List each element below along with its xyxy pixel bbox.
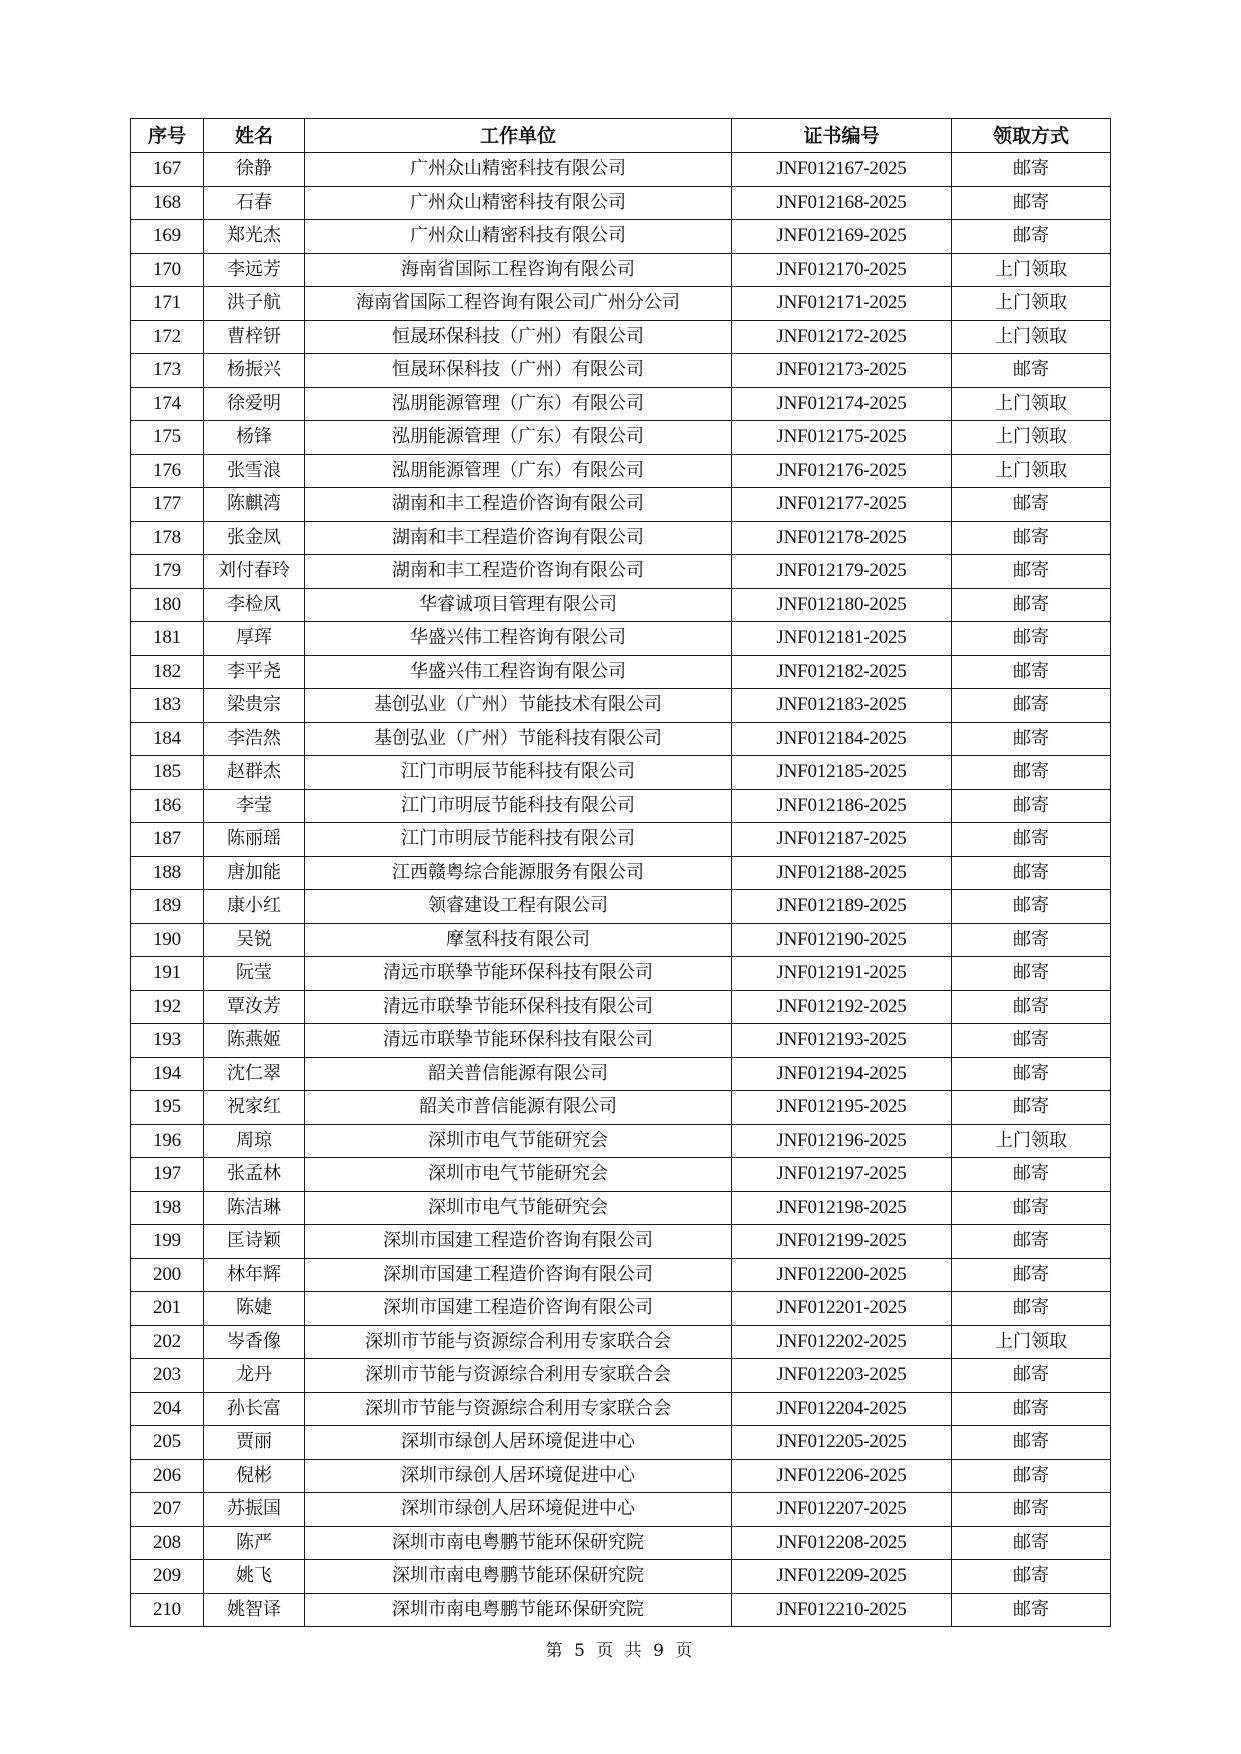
cell-name: 李平尧 <box>204 655 305 689</box>
cell-index: 208 <box>131 1526 204 1560</box>
table-row <box>131 756 1111 790</box>
cell-organization: 深圳市国建工程造价咨询有限公司 <box>305 1225 732 1259</box>
cell-certificate-no: JNF012172-2025 <box>732 320 952 354</box>
cell-index: 203 <box>131 1359 204 1393</box>
certificate-roster-table <box>130 118 1111 1627</box>
cell-index: 196 <box>131 1124 204 1158</box>
cell-organization: 深圳市节能与资源综合利用专家联合会 <box>305 1325 732 1359</box>
cell-name: 苏振国 <box>204 1493 305 1527</box>
cell-name: 张孟林 <box>204 1158 305 1192</box>
cell-index: 169 <box>131 220 204 254</box>
cell-certificate-no: JNF012176-2025 <box>732 454 952 488</box>
cell-name: 杨振兴 <box>204 354 305 388</box>
cell-certificate-no: JNF012210-2025 <box>732 1593 952 1627</box>
table-row <box>131 689 1111 723</box>
cell-pickup-method: 邮寄 <box>952 186 1111 220</box>
cell-name: 姚智译 <box>204 1593 305 1627</box>
cell-index: 173 <box>131 354 204 388</box>
cell-index: 205 <box>131 1426 204 1460</box>
cell-name: 倪彬 <box>204 1459 305 1493</box>
footer-current-page: 5 <box>574 1641 588 1661</box>
cell-pickup-method: 上门领取 <box>952 1124 1111 1158</box>
cell-index: 188 <box>131 856 204 890</box>
cell-certificate-no: JNF012202-2025 <box>732 1325 952 1359</box>
cell-organization: 海南省国际工程咨询有限公司 <box>305 253 732 287</box>
table-row <box>131 354 1111 388</box>
cell-certificate-no: JNF012178-2025 <box>732 521 952 555</box>
cell-pickup-method: 上门领取 <box>952 387 1111 421</box>
cell-certificate-no: JNF012199-2025 <box>732 1225 952 1259</box>
cell-organization: 湖南和丰工程造价咨询有限公司 <box>305 521 732 555</box>
table-row <box>131 890 1111 924</box>
cell-pickup-method: 邮寄 <box>952 856 1111 890</box>
cell-organization: 恒晟环保科技（广州）有限公司 <box>305 354 732 388</box>
cell-name: 岑香像 <box>204 1325 305 1359</box>
cell-certificate-no: JNF012208-2025 <box>732 1526 952 1560</box>
cell-organization: 深圳市绿创人居环境促进中心 <box>305 1493 732 1527</box>
cell-name: 李检凤 <box>204 588 305 622</box>
cell-certificate-no: JNF012204-2025 <box>732 1392 952 1426</box>
cell-certificate-no: JNF012177-2025 <box>732 488 952 522</box>
cell-pickup-method: 邮寄 <box>952 1560 1111 1594</box>
cell-index: 183 <box>131 689 204 723</box>
cell-pickup-method: 邮寄 <box>952 1526 1111 1560</box>
cell-organization: 泓朋能源管理（广东）有限公司 <box>305 421 732 455</box>
cell-name: 康小红 <box>204 890 305 924</box>
cell-certificate-no: JNF012173-2025 <box>732 354 952 388</box>
cell-name: 覃汝芳 <box>204 990 305 1024</box>
cell-organization: 清远市联挚节能环保科技有限公司 <box>305 1024 732 1058</box>
table-row <box>131 588 1111 622</box>
cell-pickup-method: 邮寄 <box>952 957 1111 991</box>
cell-index: 178 <box>131 521 204 555</box>
footer-prefix: 第 <box>545 1641 566 1661</box>
cell-index: 175 <box>131 421 204 455</box>
cell-organization: 领睿建设工程有限公司 <box>305 890 732 924</box>
cell-name: 郑光杰 <box>204 220 305 254</box>
cell-name: 陈婕 <box>204 1292 305 1326</box>
table-row <box>131 957 1111 991</box>
cell-certificate-no: JNF012185-2025 <box>732 756 952 790</box>
cell-pickup-method: 邮寄 <box>952 756 1111 790</box>
cell-name: 孙长富 <box>204 1392 305 1426</box>
cell-name: 张金凤 <box>204 521 305 555</box>
cell-index: 182 <box>131 655 204 689</box>
cell-certificate-no: JNF012205-2025 <box>732 1426 952 1460</box>
cell-index: 179 <box>131 555 204 589</box>
cell-certificate-no: JNF012171-2025 <box>732 287 952 321</box>
cell-organization: 恒晟环保科技（广州）有限公司 <box>305 320 732 354</box>
table-row <box>131 1024 1111 1058</box>
cell-organization: 江西赣粤综合能源服务有限公司 <box>305 856 732 890</box>
cell-index: 194 <box>131 1057 204 1091</box>
cell-index: 200 <box>131 1258 204 1292</box>
cell-certificate-no: JNF012169-2025 <box>732 220 952 254</box>
cell-index: 189 <box>131 890 204 924</box>
cell-pickup-method: 邮寄 <box>952 588 1111 622</box>
table-row <box>131 421 1111 455</box>
cell-index: 181 <box>131 622 204 656</box>
cell-certificate-no: JNF012201-2025 <box>732 1292 952 1326</box>
cell-pickup-method: 邮寄 <box>952 1024 1111 1058</box>
cell-name: 周琼 <box>204 1124 305 1158</box>
table-row <box>131 488 1111 522</box>
cell-certificate-no: JNF012209-2025 <box>732 1560 952 1594</box>
table-row <box>131 1091 1111 1125</box>
cell-name: 张雪浪 <box>204 454 305 488</box>
cell-certificate-no: JNF012189-2025 <box>732 890 952 924</box>
table-row <box>131 555 1111 589</box>
table-row <box>131 220 1111 254</box>
cell-name: 匡诗颖 <box>204 1225 305 1259</box>
cell-certificate-no: JNF012183-2025 <box>732 689 952 723</box>
cell-name: 洪子航 <box>204 287 305 321</box>
cell-name: 李远芳 <box>204 253 305 287</box>
cell-certificate-no: JNF012207-2025 <box>732 1493 952 1527</box>
cell-organization: 韶关市普信能源有限公司 <box>305 1091 732 1125</box>
cell-index: 202 <box>131 1325 204 1359</box>
cell-index: 209 <box>131 1560 204 1594</box>
cell-pickup-method: 邮寄 <box>952 1057 1111 1091</box>
table-row <box>131 990 1111 1024</box>
cell-name: 梁贵宗 <box>204 689 305 723</box>
cell-pickup-method: 邮寄 <box>952 622 1111 656</box>
table-row <box>131 1258 1111 1292</box>
cell-organization: 深圳市节能与资源综合利用专家联合会 <box>305 1392 732 1426</box>
cell-name: 贾丽 <box>204 1426 305 1460</box>
cell-index: 199 <box>131 1225 204 1259</box>
table-row <box>131 1225 1111 1259</box>
cell-pickup-method: 邮寄 <box>952 923 1111 957</box>
table-row <box>131 387 1111 421</box>
cell-name: 沈仁翠 <box>204 1057 305 1091</box>
cell-index: 195 <box>131 1091 204 1125</box>
cell-pickup-method: 邮寄 <box>952 1258 1111 1292</box>
cell-index: 168 <box>131 186 204 220</box>
cell-pickup-method: 邮寄 <box>952 521 1111 555</box>
cell-name: 陈洁琳 <box>204 1191 305 1225</box>
cell-certificate-no: JNF012179-2025 <box>732 555 952 589</box>
table-row <box>131 1560 1111 1594</box>
cell-index: 187 <box>131 823 204 857</box>
table-row <box>131 186 1111 220</box>
table-row <box>131 1392 1111 1426</box>
header-organization: 工作单位 <box>305 119 732 153</box>
cell-certificate-no: JNF012188-2025 <box>732 856 952 890</box>
cell-index: 176 <box>131 454 204 488</box>
cell-organization: 广州众山精密科技有限公司 <box>305 153 732 187</box>
cell-name: 石春 <box>204 186 305 220</box>
cell-name: 李莹 <box>204 789 305 823</box>
table-row <box>131 253 1111 287</box>
table-row <box>131 320 1111 354</box>
table-row <box>131 454 1111 488</box>
cell-index: 204 <box>131 1392 204 1426</box>
footer-total-pages: 9 <box>653 1641 667 1661</box>
cell-pickup-method: 上门领取 <box>952 320 1111 354</box>
cell-certificate-no: JNF012182-2025 <box>732 655 952 689</box>
cell-certificate-no: JNF012193-2025 <box>732 1024 952 1058</box>
page-number-footer <box>0 1636 1241 1661</box>
cell-certificate-no: JNF012198-2025 <box>732 1191 952 1225</box>
cell-index: 192 <box>131 990 204 1024</box>
cell-pickup-method: 邮寄 <box>952 1359 1111 1393</box>
cell-index: 197 <box>131 1158 204 1192</box>
cell-certificate-no: JNF012175-2025 <box>732 421 952 455</box>
cell-pickup-method: 邮寄 <box>952 722 1111 756</box>
cell-organization: 深圳市国建工程造价咨询有限公司 <box>305 1258 732 1292</box>
cell-organization: 清远市联挚节能环保科技有限公司 <box>305 957 732 991</box>
cell-organization: 华盛兴伟工程咨询有限公司 <box>305 622 732 656</box>
cell-index: 172 <box>131 320 204 354</box>
cell-organization: 广州众山精密科技有限公司 <box>305 220 732 254</box>
cell-organization: 深圳市南电粤鹏节能环保研究院 <box>305 1593 732 1627</box>
cell-certificate-no: JNF012196-2025 <box>732 1124 952 1158</box>
cell-certificate-no: JNF012195-2025 <box>732 1091 952 1125</box>
cell-pickup-method: 邮寄 <box>952 1493 1111 1527</box>
table-header <box>131 119 1111 153</box>
cell-index: 180 <box>131 588 204 622</box>
cell-certificate-no: JNF012186-2025 <box>732 789 952 823</box>
table-row <box>131 789 1111 823</box>
cell-organization: 华睿诚项目管理有限公司 <box>305 588 732 622</box>
cell-name: 陈严 <box>204 1526 305 1560</box>
cell-pickup-method: 邮寄 <box>952 488 1111 522</box>
cell-pickup-method: 邮寄 <box>952 1426 1111 1460</box>
table-row <box>131 856 1111 890</box>
table-row <box>131 1359 1111 1393</box>
cell-pickup-method: 邮寄 <box>952 354 1111 388</box>
cell-name: 陈燕姬 <box>204 1024 305 1058</box>
cell-organization: 深圳市电气节能研究会 <box>305 1191 732 1225</box>
cell-name: 阮莹 <box>204 957 305 991</box>
table-row <box>131 1325 1111 1359</box>
cell-pickup-method: 邮寄 <box>952 990 1111 1024</box>
cell-pickup-method: 邮寄 <box>952 1459 1111 1493</box>
cell-organization: 深圳市电气节能研究会 <box>305 1124 732 1158</box>
cell-pickup-method: 上门领取 <box>952 287 1111 321</box>
cell-organization: 湖南和丰工程造价咨询有限公司 <box>305 488 732 522</box>
footer-suffix: 页 <box>675 1641 696 1661</box>
cell-certificate-no: JNF012203-2025 <box>732 1359 952 1393</box>
header-certificate-no: 证书编号 <box>732 119 952 153</box>
cell-organization: 摩氢科技有限公司 <box>305 923 732 957</box>
cell-organization: 深圳市绿创人居环境促进中心 <box>305 1459 732 1493</box>
cell-name: 徐静 <box>204 153 305 187</box>
cell-certificate-no: JNF012170-2025 <box>732 253 952 287</box>
table-row <box>131 521 1111 555</box>
table-row <box>131 1493 1111 1527</box>
cell-certificate-no: JNF012191-2025 <box>732 957 952 991</box>
cell-name: 林年辉 <box>204 1258 305 1292</box>
cell-certificate-no: JNF012206-2025 <box>732 1459 952 1493</box>
cell-organization: 江门市明辰节能科技有限公司 <box>305 789 732 823</box>
cell-organization: 江门市明辰节能科技有限公司 <box>305 823 732 857</box>
cell-organization: 泓朋能源管理（广东）有限公司 <box>305 454 732 488</box>
cell-certificate-no: JNF012181-2025 <box>732 622 952 656</box>
table-row <box>131 722 1111 756</box>
cell-pickup-method: 邮寄 <box>952 153 1111 187</box>
cell-index: 174 <box>131 387 204 421</box>
cell-pickup-method: 邮寄 <box>952 823 1111 857</box>
cell-certificate-no: JNF012187-2025 <box>732 823 952 857</box>
table-row <box>131 1057 1111 1091</box>
cell-name: 姚飞 <box>204 1560 305 1594</box>
cell-pickup-method: 上门领取 <box>952 253 1111 287</box>
table-row <box>131 655 1111 689</box>
cell-pickup-method: 邮寄 <box>952 789 1111 823</box>
table-body <box>131 153 1111 1627</box>
cell-certificate-no: JNF012167-2025 <box>732 153 952 187</box>
cell-index: 190 <box>131 923 204 957</box>
footer-total-word: 共 <box>624 1641 645 1661</box>
table-row <box>131 622 1111 656</box>
cell-organization: 深圳市南电粤鹏节能环保研究院 <box>305 1560 732 1594</box>
cell-organization: 深圳市国建工程造价咨询有限公司 <box>305 1292 732 1326</box>
cell-pickup-method: 邮寄 <box>952 1392 1111 1426</box>
cell-index: 167 <box>131 153 204 187</box>
cell-index: 193 <box>131 1024 204 1058</box>
cell-index: 198 <box>131 1191 204 1225</box>
cell-index: 191 <box>131 957 204 991</box>
cell-organization: 深圳市电气节能研究会 <box>305 1158 732 1192</box>
cell-certificate-no: JNF012192-2025 <box>732 990 952 1024</box>
cell-organization: 海南省国际工程咨询有限公司广州分公司 <box>305 287 732 321</box>
table-row <box>131 1426 1111 1460</box>
cell-index: 170 <box>131 253 204 287</box>
cell-pickup-method: 邮寄 <box>952 555 1111 589</box>
cell-organization: 清远市联挚节能环保科技有限公司 <box>305 990 732 1024</box>
cell-pickup-method: 邮寄 <box>952 1091 1111 1125</box>
cell-name: 徐爱明 <box>204 387 305 421</box>
cell-organization: 深圳市节能与资源综合利用专家联合会 <box>305 1359 732 1393</box>
cell-name: 吴锐 <box>204 923 305 957</box>
cell-name: 厚珲 <box>204 622 305 656</box>
table-row <box>131 1459 1111 1493</box>
cell-pickup-method: 邮寄 <box>952 655 1111 689</box>
cell-name: 赵群杰 <box>204 756 305 790</box>
header-index: 序号 <box>131 119 204 153</box>
cell-organization: 深圳市南电粤鹏节能环保研究院 <box>305 1526 732 1560</box>
cell-certificate-no: JNF012174-2025 <box>732 387 952 421</box>
cell-organization: 韶关普信能源有限公司 <box>305 1057 732 1091</box>
cell-pickup-method: 邮寄 <box>952 890 1111 924</box>
cell-certificate-no: JNF012200-2025 <box>732 1258 952 1292</box>
cell-index: 185 <box>131 756 204 790</box>
cell-organization: 泓朋能源管理（广东）有限公司 <box>305 387 732 421</box>
cell-index: 171 <box>131 287 204 321</box>
cell-name: 刘付春玲 <box>204 555 305 589</box>
cell-organization: 湖南和丰工程造价咨询有限公司 <box>305 555 732 589</box>
table-row <box>131 823 1111 857</box>
cell-name: 龙丹 <box>204 1359 305 1393</box>
cell-name: 李浩然 <box>204 722 305 756</box>
cell-certificate-no: JNF012184-2025 <box>732 722 952 756</box>
cell-certificate-no: JNF012197-2025 <box>732 1158 952 1192</box>
cell-pickup-method: 邮寄 <box>952 1191 1111 1225</box>
table-row <box>131 1526 1111 1560</box>
header-pickup-method: 领取方式 <box>952 119 1111 153</box>
cell-index: 201 <box>131 1292 204 1326</box>
cell-certificate-no: JNF012190-2025 <box>732 923 952 957</box>
cell-index: 207 <box>131 1493 204 1527</box>
cell-pickup-method: 邮寄 <box>952 220 1111 254</box>
cell-name: 杨锋 <box>204 421 305 455</box>
cell-index: 186 <box>131 789 204 823</box>
cell-pickup-method: 邮寄 <box>952 1158 1111 1192</box>
cell-pickup-method: 上门领取 <box>952 421 1111 455</box>
cell-organization: 江门市明辰节能科技有限公司 <box>305 756 732 790</box>
cell-organization: 基创弘业（广州）节能技术有限公司 <box>305 689 732 723</box>
header-row <box>131 119 1111 153</box>
table-row <box>131 153 1111 187</box>
cell-name: 陈丽瑶 <box>204 823 305 857</box>
cell-organization: 广州众山精密科技有限公司 <box>305 186 732 220</box>
cell-pickup-method: 上门领取 <box>952 454 1111 488</box>
cell-pickup-method: 上门领取 <box>952 1325 1111 1359</box>
cell-name: 曹梓钘 <box>204 320 305 354</box>
cell-certificate-no: JNF012180-2025 <box>732 588 952 622</box>
cell-pickup-method: 邮寄 <box>952 1593 1111 1627</box>
table-row <box>131 1124 1111 1158</box>
table-row <box>131 287 1111 321</box>
cell-name: 唐加能 <box>204 856 305 890</box>
table-row <box>131 1191 1111 1225</box>
footer-page-word: 页 <box>596 1641 617 1661</box>
cell-index: 210 <box>131 1593 204 1627</box>
header-name: 姓名 <box>204 119 305 153</box>
cell-pickup-method: 邮寄 <box>952 1292 1111 1326</box>
cell-certificate-no: JNF012168-2025 <box>732 186 952 220</box>
table-row <box>131 1593 1111 1627</box>
cell-index: 177 <box>131 488 204 522</box>
table-row <box>131 1158 1111 1192</box>
cell-pickup-method: 邮寄 <box>952 1225 1111 1259</box>
cell-pickup-method: 邮寄 <box>952 689 1111 723</box>
table-row <box>131 1292 1111 1326</box>
cell-certificate-no: JNF012194-2025 <box>732 1057 952 1091</box>
cell-name: 祝家红 <box>204 1091 305 1125</box>
cell-organization: 深圳市绿创人居环境促进中心 <box>305 1426 732 1460</box>
table-row <box>131 923 1111 957</box>
cell-name: 陈麒湾 <box>204 488 305 522</box>
cell-index: 184 <box>131 722 204 756</box>
cell-organization: 华盛兴伟工程咨询有限公司 <box>305 655 732 689</box>
cell-organization: 基创弘业（广州）节能科技有限公司 <box>305 722 732 756</box>
cell-index: 206 <box>131 1459 204 1493</box>
